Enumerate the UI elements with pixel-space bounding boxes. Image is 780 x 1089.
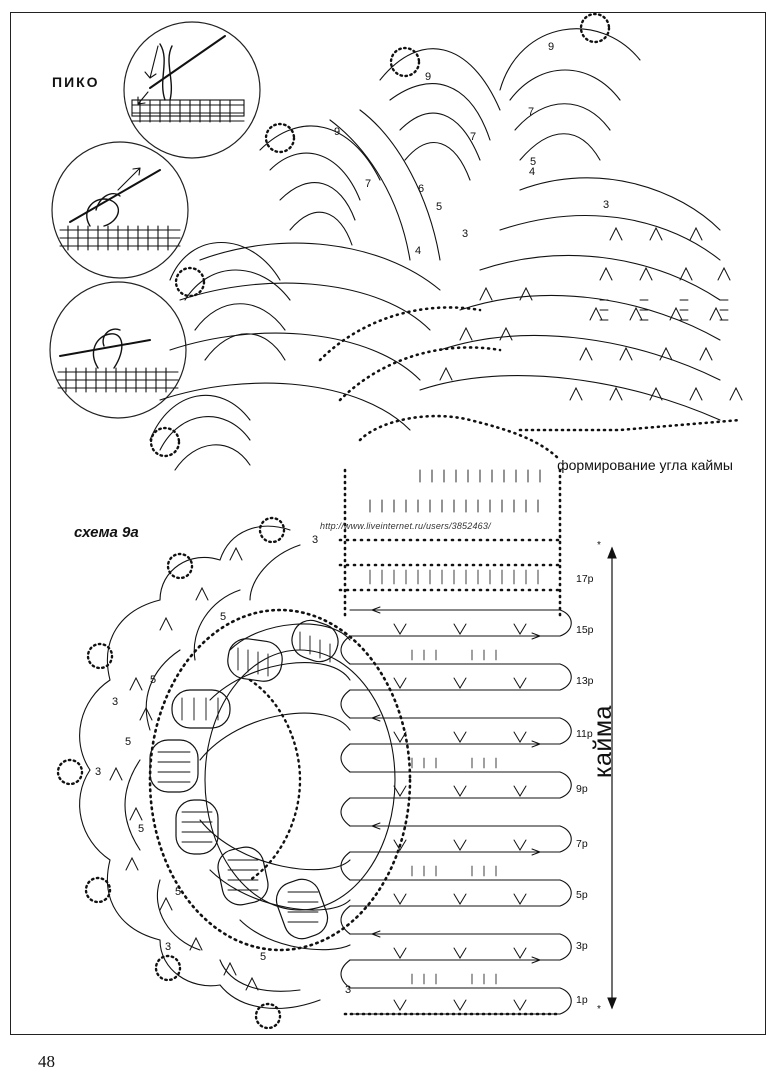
row-label-17: 17р — [576, 573, 594, 585]
corner-forming-caption: формирование угла каймы — [557, 457, 733, 473]
petal-number-left-5: 5 — [220, 611, 227, 623]
petal-number-left-1: 3 — [112, 696, 119, 708]
page-number: 48 — [38, 1052, 55, 1071]
petal-number-left-9: 5 — [175, 886, 182, 898]
petal-number-top-12: 3 — [462, 228, 469, 240]
oval-motif — [150, 610, 410, 950]
start-marker-top: * — [597, 540, 601, 551]
row-label-7: 7р — [576, 838, 588, 850]
petal-number-top-10: 4 — [415, 245, 422, 257]
picot-inset-2 — [52, 142, 188, 278]
row-label-13: 13р — [576, 675, 594, 687]
row-label-9: 9р — [576, 783, 588, 795]
border-label: кайма — [589, 705, 617, 778]
row-label-5: 5р — [576, 889, 588, 901]
petal-number-top-8: 5 — [530, 156, 537, 168]
petal-number-left-7: 5 — [125, 736, 132, 748]
petal-number-top-4: 7 — [528, 106, 535, 118]
petal-number-top-11: 3 — [603, 199, 610, 211]
row-label-1: 1р — [576, 994, 588, 1006]
petal-number-left-3: 3 — [165, 941, 172, 953]
row-label-15: 15р — [576, 624, 594, 636]
petal-number-top-3: 7 — [470, 131, 477, 143]
petal-number-left-8: 5 — [138, 823, 145, 835]
petal-number-left-2: 3 — [95, 766, 102, 778]
petal-number-top-6: 6 — [418, 183, 425, 195]
petal-number-left-4: 3 — [345, 984, 352, 996]
petal-number-top-7: 5 — [436, 201, 443, 213]
petal-number-top-1: 9 — [334, 126, 341, 138]
petal-number-top-2: 9 — [425, 71, 432, 83]
petal-number-top-9: 4 — [529, 166, 536, 178]
petal-number-left-10: 5 — [260, 951, 267, 963]
petal-number-top-5: 7 — [365, 178, 372, 190]
scheme-title: схема 9а — [74, 524, 139, 541]
petal-number-left-6: 5 — [150, 674, 157, 686]
source-url-watermark: http://www.liveinternet.ru/users/3852463/ — [320, 521, 491, 531]
picot-title: ПИКО — [52, 74, 100, 90]
petal-number-left-0: 3 — [312, 534, 319, 546]
row-label-11: 11р — [576, 728, 593, 740]
start-marker-bottom: * — [597, 1004, 601, 1015]
row-label-3: 3р — [576, 940, 588, 952]
petal-number-top-0: 9 — [548, 41, 555, 53]
picot-inset-1 — [124, 22, 260, 158]
border-rows — [340, 540, 616, 1014]
picot-inset-3 — [50, 282, 186, 418]
